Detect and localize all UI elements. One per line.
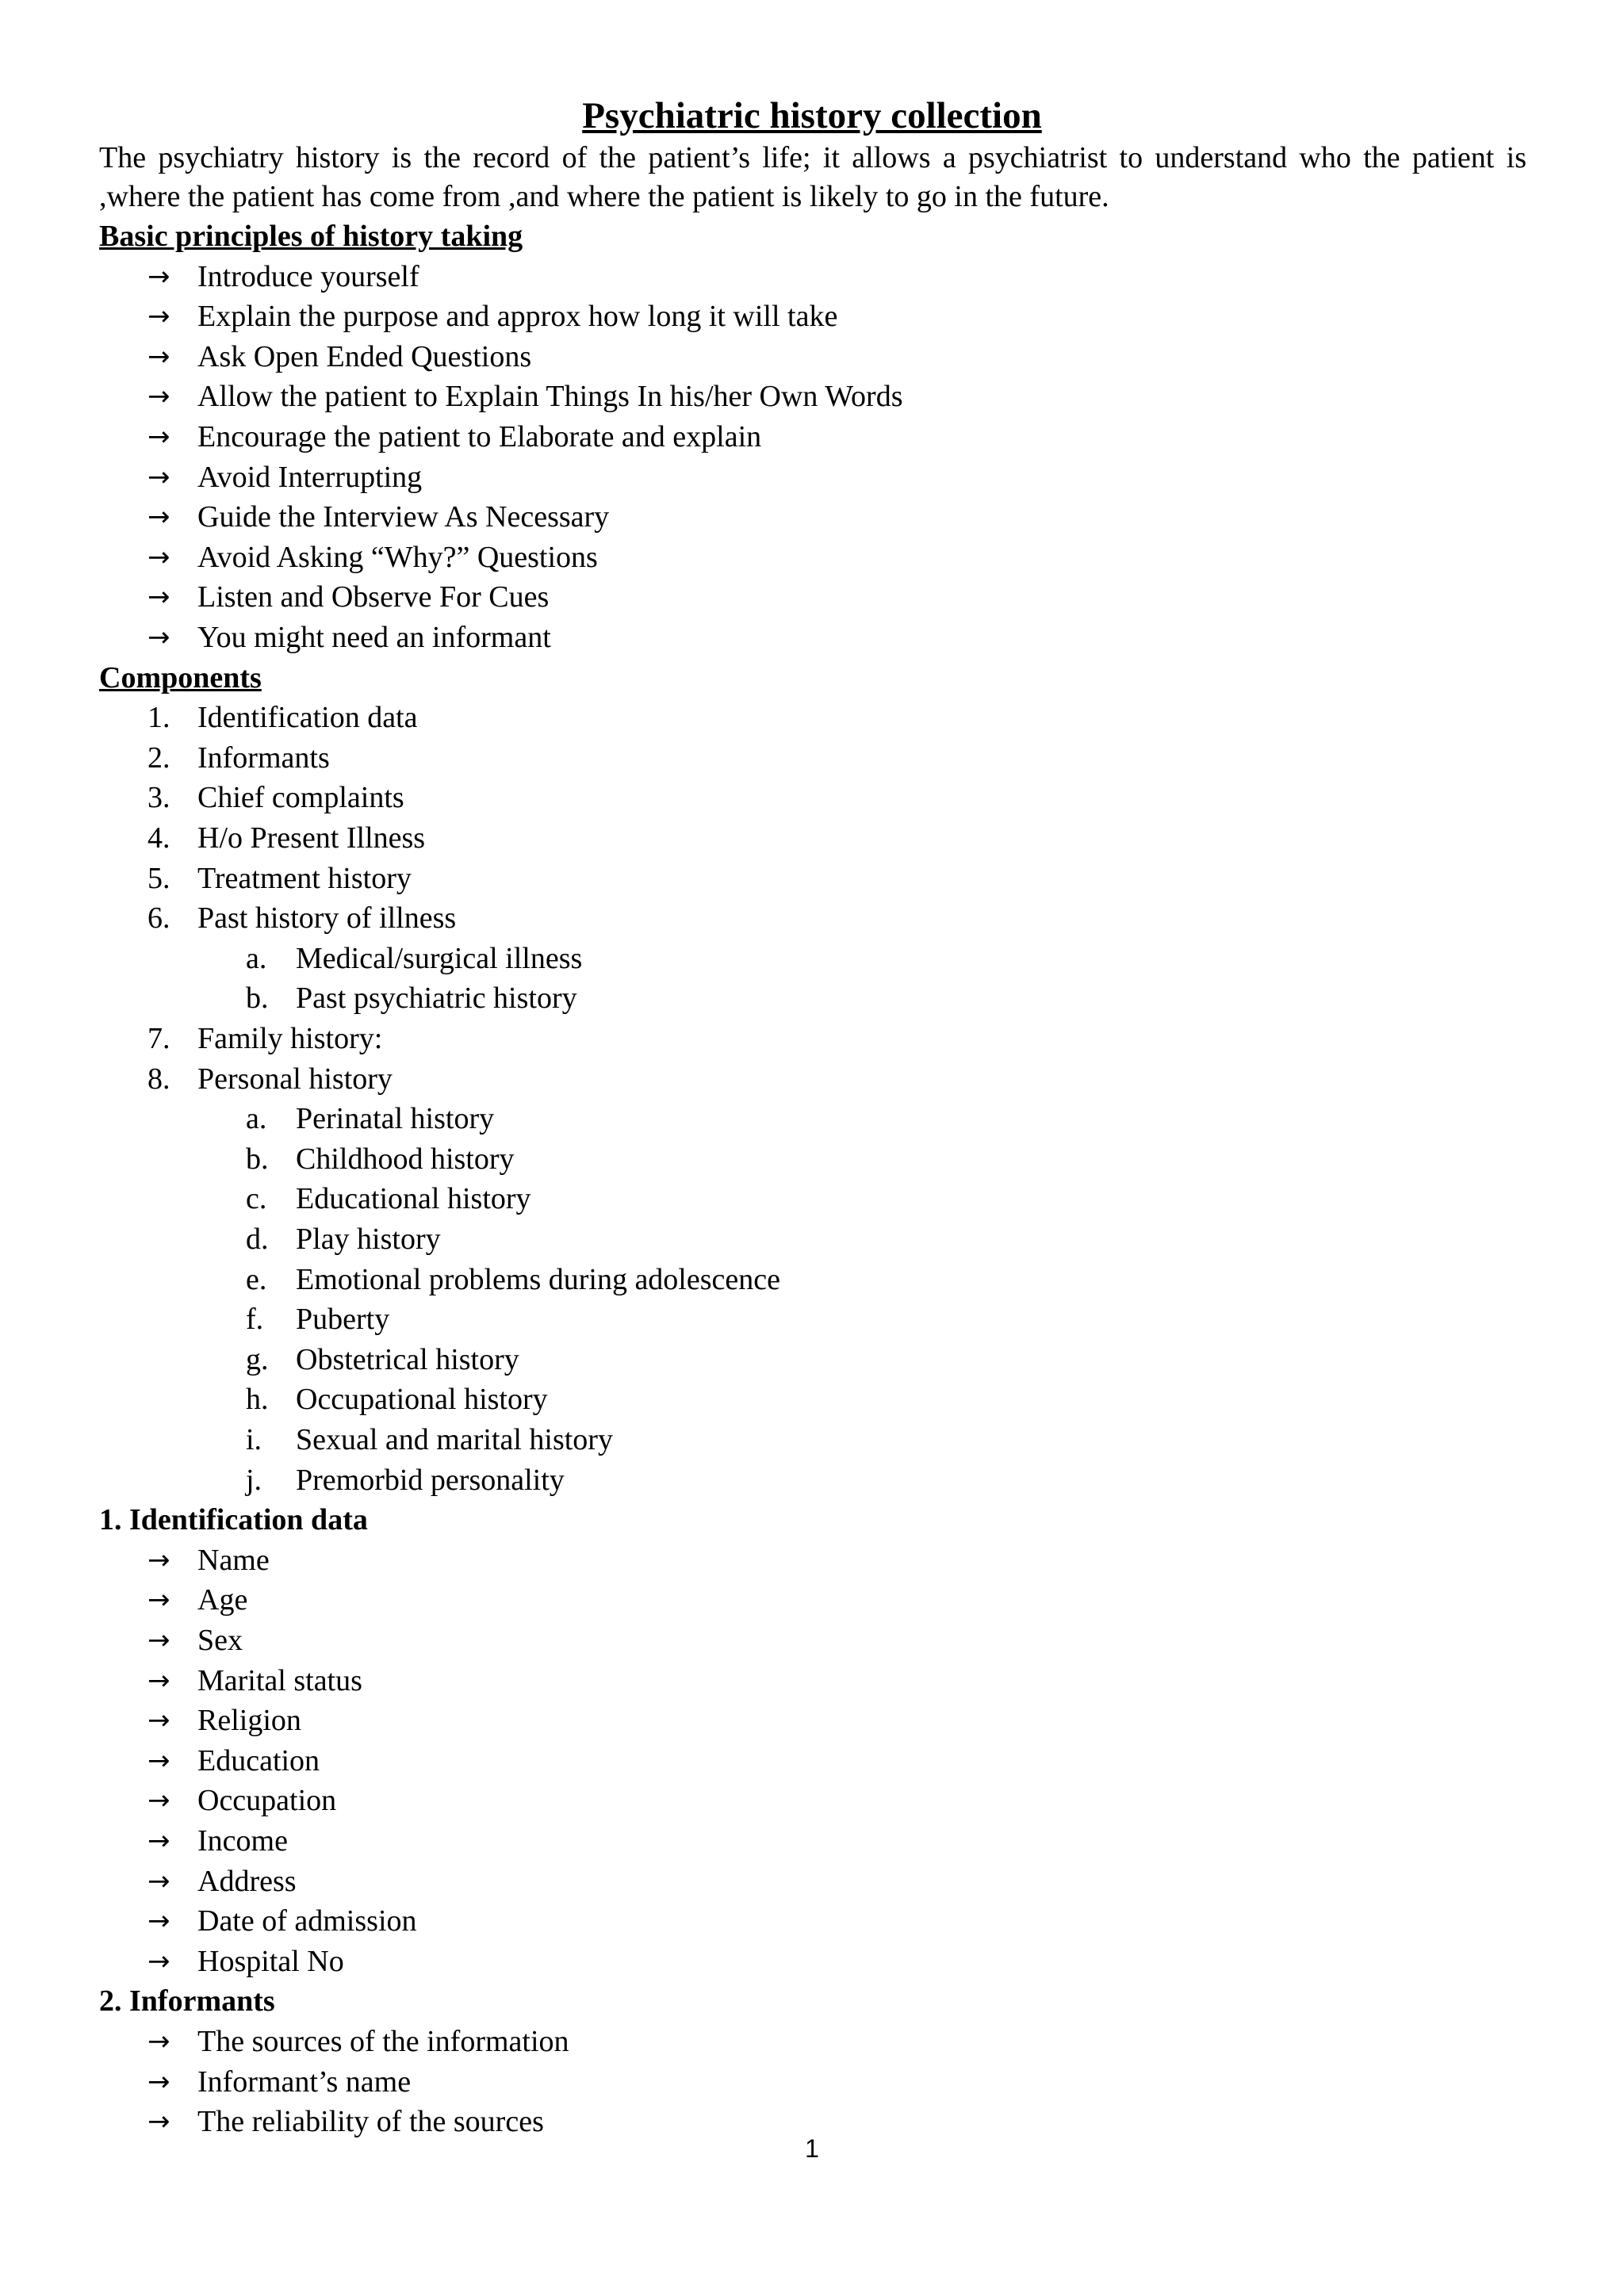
arrow-icon: → — [147, 1905, 170, 1938]
arrow-icon: → — [147, 501, 170, 534]
arrow-icon: → — [147, 381, 170, 413]
list-marker: f. — [246, 1303, 264, 1337]
list-item-text: Emotional problems during adolescence — [296, 1262, 780, 1296]
arrow-icon: → — [147, 1705, 170, 1737]
list-item-text: Age — [197, 1583, 248, 1617]
list-item-text: Treatment history — [197, 861, 412, 895]
list-item-text: Ask Open Ended Questions — [197, 339, 532, 373]
list-item-text: Informants — [197, 740, 330, 775]
arrow-icon: → — [147, 300, 170, 333]
list-item-text: Hospital No — [197, 1944, 344, 1978]
list-item-text: Occupation — [197, 1784, 337, 1818]
list-item-text: Name — [197, 1543, 270, 1577]
list-item-text: Education — [197, 1743, 320, 1777]
arrow-icon: → — [147, 2106, 170, 2138]
arrow-icon: → — [147, 461, 170, 493]
arrow-icon: → — [147, 2065, 170, 2098]
list-item-text: Identification data — [197, 701, 418, 735]
list-item-text: Listen and Observe For Cues — [197, 580, 550, 614]
arrow-icon: → — [147, 1664, 170, 1697]
list-marker: d. — [246, 1223, 269, 1256]
list-marker: 1. — [147, 701, 170, 735]
list-marker: g. — [246, 1342, 269, 1376]
list-marker: 3. — [147, 781, 170, 815]
list-marker: 2. — [147, 740, 170, 775]
list-item-text: Address — [197, 1864, 297, 1898]
list-item-text: Guide the Interview As Necessary — [197, 500, 610, 534]
list-item-text: Chief complaints — [197, 781, 404, 815]
list-item-text: Childhood history — [296, 1142, 515, 1176]
list-item-text: Sexual and marital history — [296, 1423, 613, 1456]
arrow-icon: → — [147, 421, 170, 453]
list-marker: b. — [246, 1142, 269, 1176]
list-marker: b. — [246, 982, 269, 1016]
list-item-text: Allow the patient to Explain Things In his/her Own Words — [197, 380, 903, 414]
list-item-text: Date of admission — [197, 1904, 417, 1938]
list-item-text: Informant’s name — [197, 2064, 412, 2099]
list-item-text: Past history of illness — [197, 901, 457, 936]
arrow-icon: → — [147, 1624, 170, 1656]
list-item-text: Religion — [197, 1704, 301, 1738]
list-item-text: Past psychiatric history — [296, 982, 577, 1016]
list-marker: 7. — [147, 1022, 170, 1055]
list-item-text: Marital status — [197, 1663, 362, 1697]
list-item-text: Personal history — [197, 1062, 393, 1096]
list-marker: i. — [246, 1423, 262, 1456]
arrow-icon: → — [147, 1544, 170, 1576]
list-marker: j. — [246, 1463, 262, 1497]
arrow-icon: → — [147, 2026, 170, 2057]
arrow-icon: → — [147, 541, 170, 573]
arrow-icon: → — [147, 1865, 170, 1897]
list-marker: 4. — [147, 821, 170, 855]
arrow-icon: → — [147, 260, 170, 293]
list-marker: a. — [246, 941, 267, 975]
section-heading-principles: Basic principles of history taking — [99, 220, 523, 253]
list-item-text: Play history — [296, 1223, 441, 1256]
list-item-text: Family history: — [197, 1022, 383, 1055]
list-item-text: Avoid Interrupting — [197, 460, 423, 494]
list-item-text: Occupational history — [296, 1383, 548, 1417]
intro-paragraph: The psychiatry history is the record of the patient’s life; it allows a psychiatrist to understand who the patient is ,where the patient has come from ,and where the patient is likely to go in the future. — [99, 141, 1526, 213]
page-number: 1 — [805, 2134, 819, 2163]
page-title: Psychiatric history collection — [582, 95, 1042, 136]
list-item-text: Introduce yourself — [197, 259, 419, 293]
arrow-icon: → — [147, 1584, 170, 1617]
list-item-text: Obstetrical history — [296, 1342, 519, 1376]
arrow-icon: → — [147, 622, 170, 653]
list-item-text: Income — [197, 1824, 288, 1858]
list-item-text: Avoid Asking “Why?” Questions — [197, 540, 598, 574]
list-item-text: The sources of the information — [197, 2025, 569, 2058]
list-item-text: Sex — [197, 1624, 243, 1657]
section-heading-informants: 2. Informants — [99, 1984, 275, 2019]
list-marker: e. — [246, 1262, 267, 1296]
arrow-icon: → — [147, 340, 170, 373]
section-heading-components: Components — [99, 660, 262, 695]
list-item-text: You might need an informant — [197, 621, 551, 654]
arrow-icon: → — [147, 1825, 170, 1857]
list-item-text: Explain the purpose and approx how long it will take — [197, 300, 838, 334]
list-item-text: Medical/surgical illness — [296, 941, 583, 975]
list-marker: h. — [246, 1383, 269, 1417]
list-item-text: H/o Present Illness — [197, 821, 426, 855]
arrow-icon: → — [147, 1785, 170, 1817]
list-marker: a. — [246, 1102, 267, 1136]
arrow-icon: → — [147, 1945, 170, 1977]
list-item-text: Encourage the patient to Elaborate and explain — [197, 420, 762, 453]
list-item-text: Educational history — [296, 1182, 531, 1216]
arrow-icon: → — [147, 581, 170, 614]
list-item-text: The reliability of the sources — [197, 2105, 544, 2139]
arrow-icon: → — [147, 1744, 170, 1777]
list-item-text: Perinatal history — [296, 1102, 495, 1136]
list-item-text: Puberty — [296, 1303, 390, 1337]
list-item-text: Premorbid personality — [296, 1463, 565, 1497]
section-heading-identification: 1. Identification data — [99, 1503, 368, 1537]
list-marker: 6. — [147, 901, 170, 936]
list-marker: 5. — [147, 861, 170, 895]
list-marker: c. — [246, 1182, 267, 1216]
list-marker: 8. — [147, 1062, 170, 1096]
